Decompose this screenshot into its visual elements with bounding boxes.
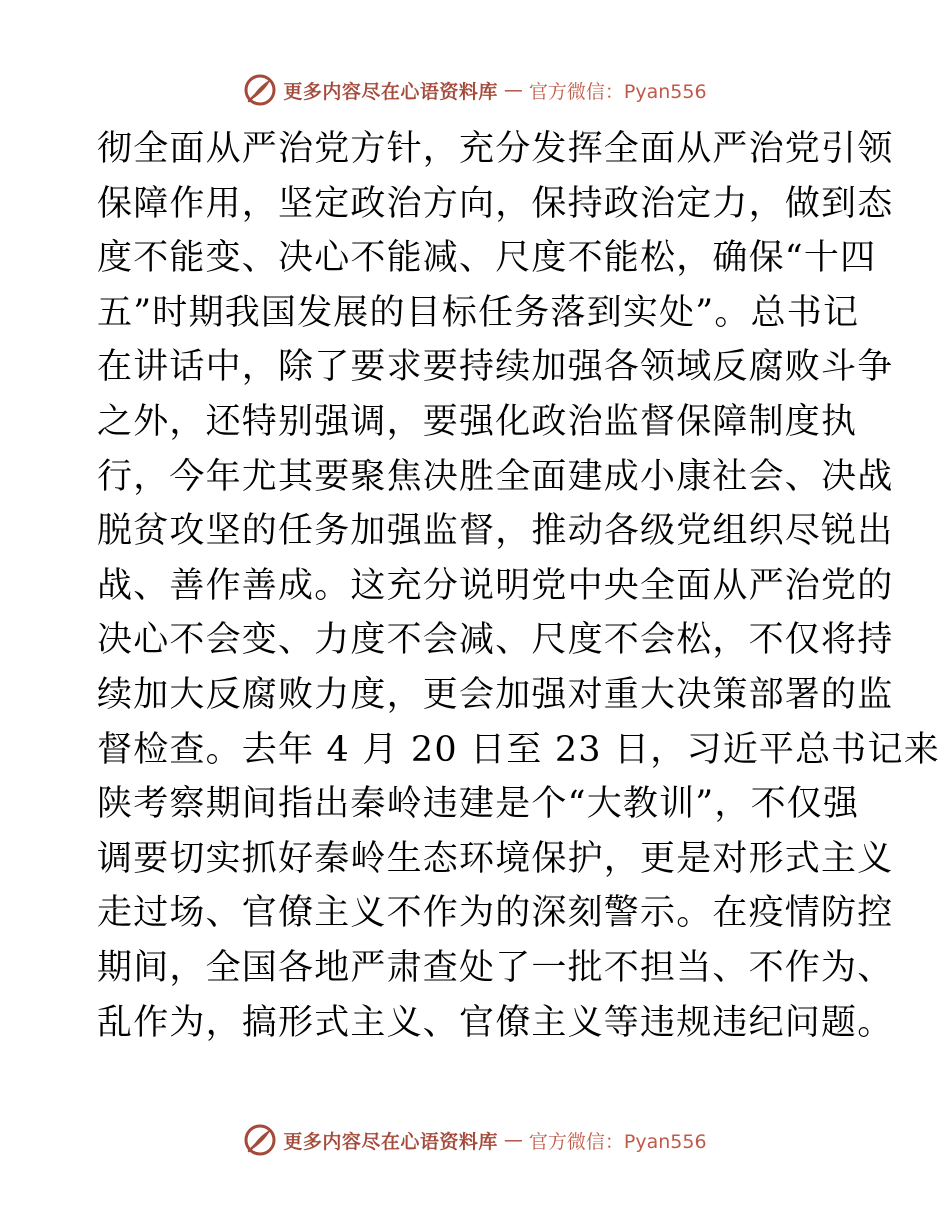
text-line: 调要切实抓好秦岭生态环境保护，更是对形式主义: [97, 838, 894, 879]
watermark-main-text: 更多内容尽在心语资料库: [283, 80, 498, 103]
text-line: 五”时期我国发展的目标任务落到实处”。总书记: [97, 292, 860, 333]
watermark-separator: —: [503, 1129, 523, 1151]
watermark-account-text: 官方微信：Pyan556: [528, 80, 707, 103]
text-line: 行，今年尤其要聚焦决胜全面建成小康社会、决战: [97, 456, 894, 497]
text-line: 彻全面从严治党方针，充分发挥全面从严治党引领: [97, 129, 894, 169]
text-line: 战、善作善成。这充分说明党中央全面从严治党的: [97, 565, 894, 606]
document-body: [97, 122, 940, 1050]
text-line: 脱贫攻坚的任务加强监督，推动各级党组织尽锐出: [97, 511, 894, 552]
text-line: 保障作用，坚定政治方向，保持政治定力，做到态: [97, 183, 894, 224]
text-line: 决心不会变、力度不会减、尺度不会松，不仅将持: [97, 620, 894, 661]
watermark-main-text: 更多内容尽在心语资料库: [283, 1130, 498, 1153]
feather-pen-logo-icon: [243, 73, 277, 107]
text-line: 之外，还特别强调，要强化政治监督保障制度执: [97, 401, 858, 442]
text-line: 续加大反腐败力度，更会加强对重大决策部署的监: [97, 674, 894, 715]
text-line: 期间，全国各地严肃查处了一批不担当、不作为、: [97, 947, 894, 988]
watermark-separator: —: [503, 79, 523, 101]
watermark-account-text: 官方微信：Pyan556: [528, 1130, 707, 1153]
footer-watermark: [0, 1120, 950, 1160]
text-line: 乱作为，搞形式主义、官僚主义等违规违纪问题。: [97, 1002, 894, 1043]
text-line: 陕考察期间指出秦岭违建是个“大教训”，不仅强: [97, 784, 860, 825]
header-watermark: [0, 70, 950, 110]
text-line: 在讲话中，除了要求要持续加强各领域反腐败斗争: [97, 347, 894, 388]
text-line: 度不能变、决心不能减、尺度不能松，确保“十四: [97, 238, 877, 279]
feather-pen-logo-icon: [243, 1123, 277, 1157]
text-line: 走过场、官僚主义不作为的深刻警示。在疫情防控: [97, 893, 894, 934]
text-line: 督检查。去年 4 月 20 日至 23 日，习近平总书记来: [97, 729, 940, 770]
